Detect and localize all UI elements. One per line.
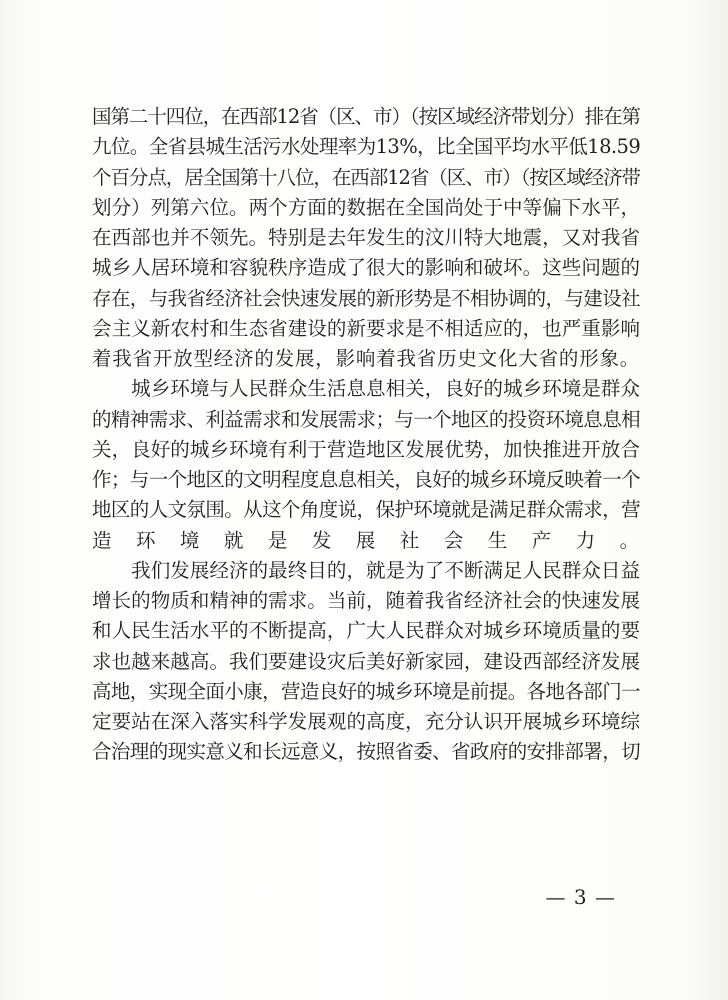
text-line: 增长的物质和精神的需求。当前，随着我省经济社会的快速发展 [92,589,640,612]
text-line: 合治理的现实意义和长远意义，按照省委、省政府的安排部署，切 [92,740,640,764]
text-line: 存在，与我省经济社会快速发展的新形势是不相协调的，与建设社 [92,286,640,310]
text-line: 在西部也并不领先。特别是去年发生的汶川特大地震，又对我省 [92,226,640,249]
text-line: 划分）列第六位。两个方面的数据在全国尚处于中等偏下水平， [92,195,640,219]
paragraph-1 [92,102,640,374]
text-line: 关，良好的城乡环境有利于营造地区发展优势，加快推进开放合 [92,437,640,461]
text-line: 作；与一个地区的文明程度息息相关，良好的城乡环境反映着一个 [92,468,640,491]
text-line: 求也越来越高。我们要建设灾后美好新家园，建设西部经济发展 [92,649,640,673]
text-line: 高地，实现全面小康，营造良好的城乡环境是前提。各地各部门一 [92,679,640,703]
text-line: 定要站在深入落实科学发展观的高度，充分认识开展城乡环境综 [92,710,640,733]
text-line: 九位。全省县城生活污水处理率为13%，比全国平均水平低18.59 [92,135,640,159]
text-line: 国第二十四位，在西部12省（区、市）（按区域经济带划分）排在第 [92,105,640,128]
paragraph-3 [92,556,640,768]
text-line: 的精神需求、利益需求和发展需求；与一个地区的投资环境息息相 [92,407,640,431]
text-line: 我们发展经济的最终目的，就是为了不断满足人民群众日益 [92,558,640,582]
page-number: — 3 — [545,885,616,909]
text-line: 城乡人居环境和容貌秩序造成了很大的影响和破坏。这些问题的 [92,256,640,280]
text-line: 会主义新农村和生态省建设的新要求是不相适应的，也严重影响 [92,316,640,340]
text-line: 城乡环境与人民群众生活息息相关，良好的城乡环境是群众 [92,377,640,401]
text-line: 造环境就是发展社会生产力。 [92,528,640,552]
text-line: 着我省开放型经济的发展，影响着我省历史文化大省的形象。 [92,347,640,370]
paragraph-2 [92,374,640,556]
body-text [92,102,640,768]
text-line: 地区的人文氛围。从这个角度说，保护环境就是满足群众需求，营 [92,498,640,522]
text-line: 个百分点，居全国第十八位，在西部12省（区、市）（按区域经济带 [92,165,640,189]
text-line: 和人民生活水平的不断提高，广大人民群众对城乡环境质量的要 [92,619,640,643]
